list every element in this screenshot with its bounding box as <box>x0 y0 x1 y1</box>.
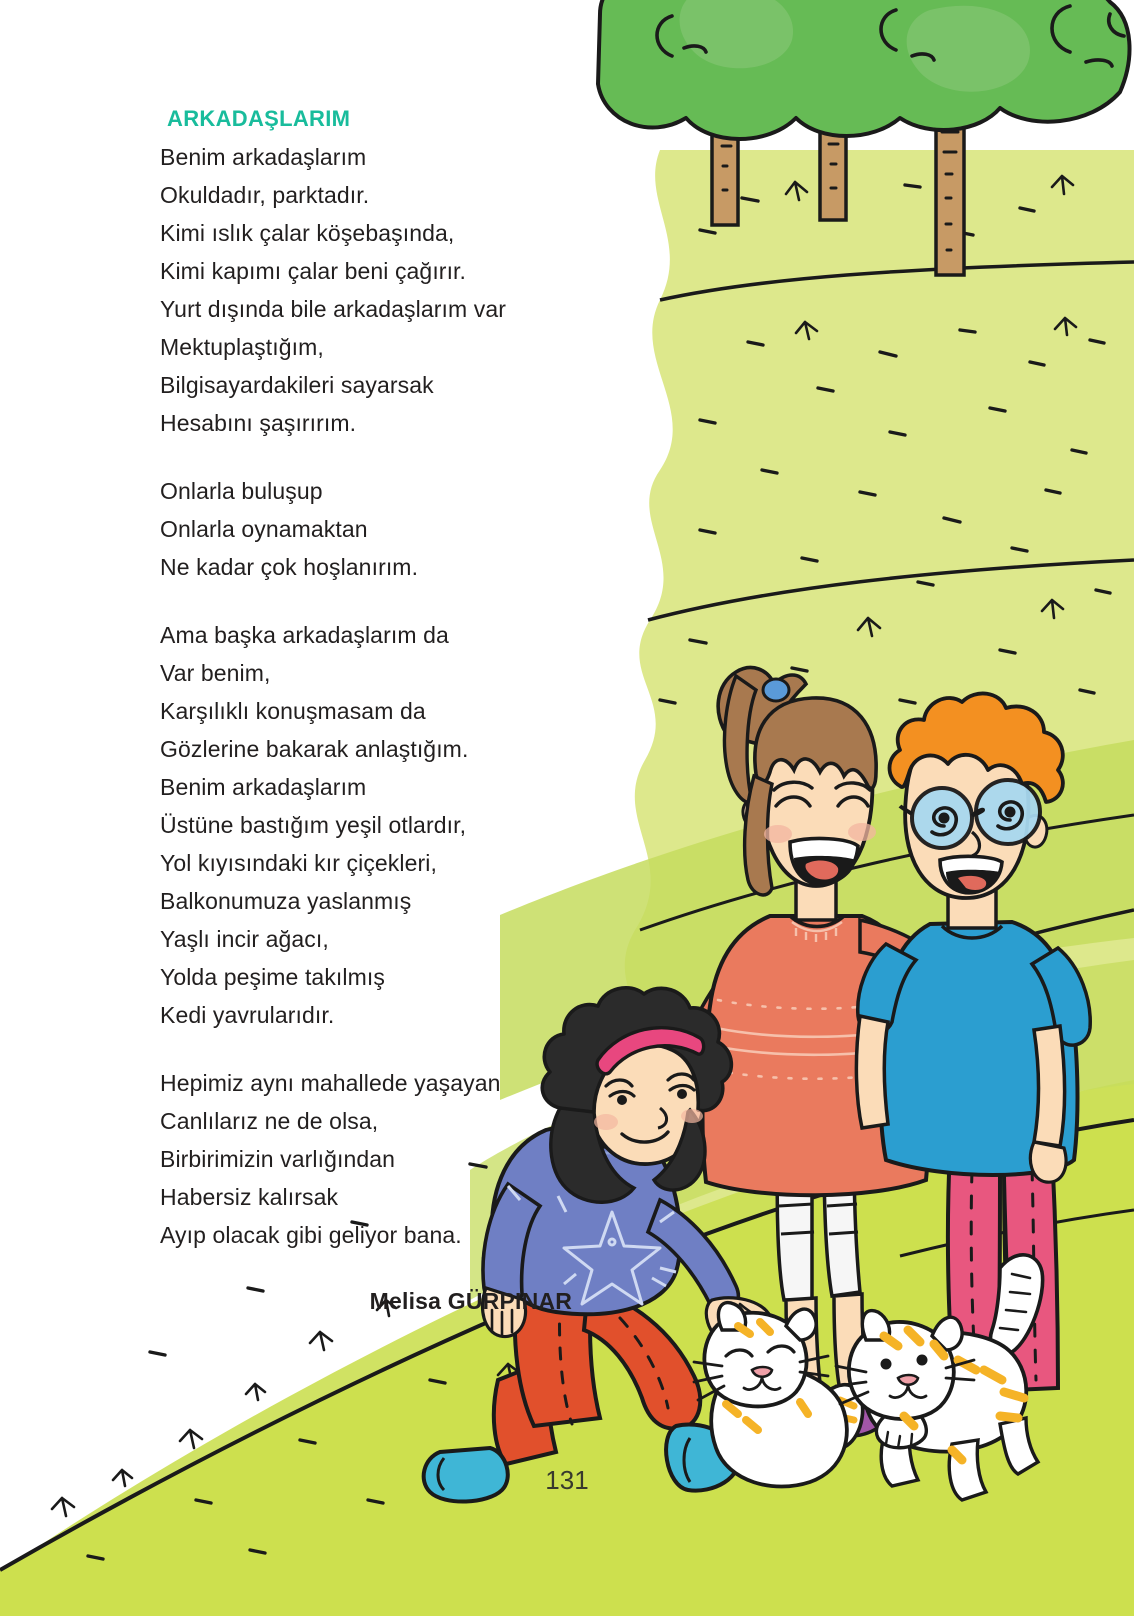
poem-line: Yol kıyısındaki kır çiçekleri, <box>160 850 437 876</box>
poem-line: Var benim, <box>160 660 271 686</box>
poem-line: Üstüne bastığım yeşil otlardır, <box>160 812 467 838</box>
poem-line: Benim arkadaşlarım <box>160 144 367 170</box>
poem-stanza-4 <box>160 1064 580 1254</box>
poem-author: Melisa GÜRPINAR <box>369 1288 572 1314</box>
poem-line: Yaşlı incir ağacı, <box>160 926 329 952</box>
poem-stanza-2 <box>160 472 580 586</box>
poem-line: Benim arkadaşlarım <box>160 774 367 800</box>
page-number: 131 <box>545 1465 589 1495</box>
poem-title: ARKADAŞLARIM <box>167 106 351 131</box>
poem-line: Ayıp olacak gibi geliyor bana. <box>160 1222 462 1248</box>
poem-line: Kedi yavrularıdır. <box>160 1002 335 1028</box>
poem-line: Balkonumuza yaslanmış <box>160 888 412 914</box>
poem-line: Karşılıklı konuşmasam da <box>160 698 426 724</box>
poem-stanza-3 <box>160 616 580 1034</box>
poem-line: Yolda peşime takılmış <box>160 964 385 990</box>
poem-line: Yurt dışında bile arkadaşlarım var <box>160 296 507 322</box>
poem-line: Hesabını şaşırırım. <box>160 410 357 436</box>
tree-canopies <box>598 0 1129 139</box>
poem-line: Gözlerine bakarak anlaştığım. <box>160 736 469 762</box>
poem-line: Kimi kapımı çalar beni çağırır. <box>160 258 467 284</box>
poem-line: Onlarla oynamaktan <box>160 516 368 542</box>
poem-stanza-1 <box>160 138 580 442</box>
poem-line: Bilgisayardakileri sayarsak <box>160 372 434 398</box>
poem-line: Habersiz kalırsak <box>160 1184 339 1210</box>
poem-line: Ne kadar çok hoşlanırım. <box>160 554 419 580</box>
poem-line: Kimi ıslık çalar köşebaşında, <box>160 220 455 246</box>
poem-line: Birbirimizin varlığından <box>160 1146 396 1172</box>
poem-block <box>160 104 580 1318</box>
poem-line: Ama başka arkadaşlarım da <box>160 622 449 648</box>
poem-line: Hepimiz aynı mahallede yaşayan <box>160 1070 501 1096</box>
poem-line: Okuldadır, parktadır. <box>160 182 370 208</box>
poem-line: Onlarla buluşup <box>160 478 323 504</box>
poem-line: Mektuplaştığım, <box>160 334 324 360</box>
poem-line: Canlılarız ne de olsa, <box>160 1108 379 1134</box>
